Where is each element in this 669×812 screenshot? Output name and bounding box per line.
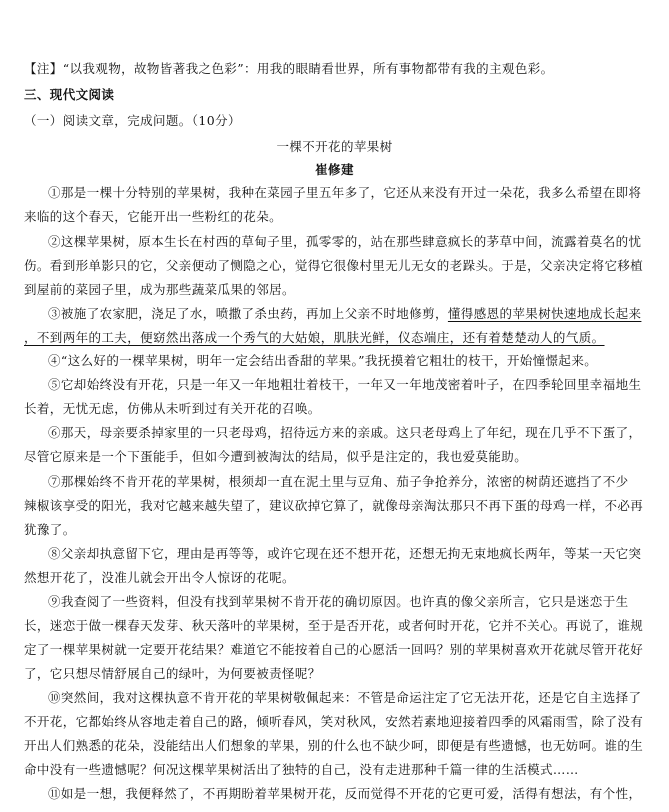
paragraph-line (48, 306, 644, 322)
paragraph-line: ⑩突然间，我对这棵执意不肯开花的苹果树敬佩起来：不管是命运注定了它无法开花，还是它自主选择了 (48, 690, 642, 705)
paragraph-line: ②这棵苹果树，原本生长在村西的草甸子里，孤零零的，站在那些肆意疯长的茅草中间，流露着莫名的忧 (48, 234, 642, 249)
article-title: 一棵不开花的苹果树 (276, 139, 393, 154)
underlined-sentence: 懂得感恩的苹果树快速地成长起来 (447, 306, 642, 321)
paragraph-segment: ③被施了农家肥，浇足了水，喷撒了杀虫药，再加上父亲不时地修剪， (48, 306, 448, 321)
section-title: 三、现代文阅读 (24, 87, 115, 102)
paragraph-line: 长，迷恋于做一棵春天发芽、秋天落叶的苹果树，至于是否开花，或者何时开花，它并不关心。再说了，谁规 (24, 618, 644, 633)
paragraph-line: 到屋前的菜园子里，成为那些蔬菜瓜果的邻居。 (24, 282, 295, 297)
paragraph-line: 然想开花了，没准儿就会开出令人惊讶的花呢。 (24, 570, 295, 585)
paragraph-line: ⑦那棵始终不肯开花的苹果树，根须却一直在泥土里与豆角、茄子争抢养分，浓密的树荫还遮挡了不少 (48, 474, 629, 489)
paragraph-line: ⑨我查阅了一些资料，但没有找到苹果树不肯开花的确切原因。也许真的像父亲所言，它只是迷恋于生 (48, 594, 629, 609)
paragraph-line: ⑥那天，母亲要杀掉家里的一只老母鸡，招待远方来的亲戚。这只老母鸡上了年纪，现在几乎不下蛋了， (48, 425, 642, 440)
paragraph-line: ⑧父亲却执意留下它，理由是再等等，或许它现在还不想开花，还想无拘无束地疯长两年，等某一天它突 (48, 546, 642, 561)
paragraph-line: 犹豫了。 (24, 522, 76, 537)
paragraph-line: 定了一棵苹果树就一定要开花结果？难道它不能按着自己的心愿活一回吗？别的苹果树喜欢开花就尽管开花好 (24, 642, 644, 657)
paragraph-line: ⑪如是一想，我便释然了，不再期盼着苹果树开花，反而觉得不开花的它更可爱，活得有想法，有个性， (48, 786, 642, 801)
paragraph-line: 开出人们熟悉的花朵，没能结出人们想象的苹果，别的什么也不缺少呵，即便是有些遗憾，也无妨呵。谁的生 (24, 738, 644, 753)
paragraph-line: ①那是一棵十分特别的苹果树，我种在菜园子里五年多了，它还从来没有开过一朵花，我多么希望在即将 (48, 185, 642, 200)
paragraph-line: ⑤它却始终没有开花，只是一年又一年地粗壮着枝干，一年又一年地茂密着叶子，在四季轮回里幸福地生 (48, 377, 642, 392)
author-name: 崔修建 (315, 162, 354, 177)
paragraph-line: 尽管它原来是一个下蛋能手，但如今遭到被淘汰的结局，似乎是注定的，我也爱莫能助。 (24, 449, 528, 464)
underlined-sentence-continued: ，不到两年的工夫，便窈然出落成一个秀气的大姑娘，肌肤光鲜，仪态端庄，还有着楚楚动人的气质。 (24, 330, 605, 345)
paragraph-line: 命中没有一些遗憾呢？何况这棵苹果树活出了独特的自己，没有走进那种千篇一律的生活模式…… (24, 762, 579, 777)
paragraph-line: 长着，无忧无虑，仿佛从未听到过有关开花的召唤。 (24, 401, 321, 416)
paragraph-line: ④“这么好的一棵苹果树，明年一定会结出香甜的苹果。”我抚摸着它粗壮的枝干，开始憧憬起来。 (48, 353, 598, 368)
paragraph-line: 不开花，它都始终从容地走着自己的路，倾听春风，笑对秋风，安然若素地迎接着四季的风霜雨雪，除了没有 (24, 714, 644, 729)
paragraph-line: 伤。看到形单影只的它，父亲便动了恻隐之心，觉得它很像村里无儿无女的老跺头。于是，父亲决定将它移植 (24, 258, 644, 273)
note-text: 【注】“以我观物，故物皆著我之色彩”：用我的眼睛看世界，所有事物都带有我的主观色彩。 (24, 61, 554, 76)
paragraph-line: 了，它只想尽情舒展自己的绿叶，为何要被责怪呢？ (24, 666, 321, 681)
paragraph-line: 来临的这个春天，它能开出一些粉红的花朵。 (24, 209, 283, 224)
paragraph-line: 辣椒该享受的阳光，我对它越来越失望了，建议砍掉它算了，就像母亲淘汰那只不再下蛋的母鸡一样，不必再 (24, 498, 644, 513)
sub-title: （一）阅读文章，完成问题。（10分） (24, 113, 241, 128)
